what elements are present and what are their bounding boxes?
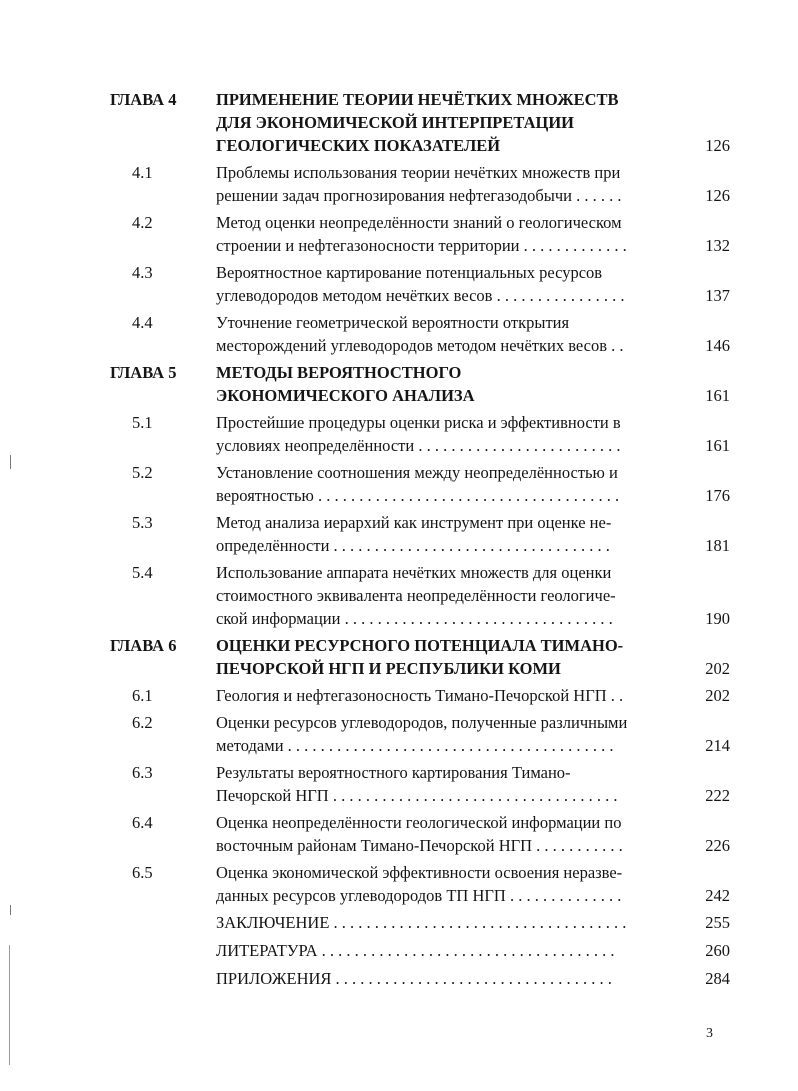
section-title-line: Проблемы использования теории нечётких множеств при xyxy=(216,163,621,182)
chapter-title-line: МЕТОДЫ ВЕРОЯТНОСТНОГО xyxy=(216,363,462,382)
section-title-line: определённости . . . . . . . . . . . . . . . . . . . . . . . . . . . . . . . . . . xyxy=(216,536,610,555)
section-title-line: ЛИТЕРАТУРА . . . . . . . . . . . . . . . . . . . . . . . . . . . . . . . . . . . . xyxy=(216,941,615,960)
section-title-line: ЗАКЛЮЧЕНИЕ . . . . . . . . . . . . . . . . . . . . . . . . . . . . . . . . . . . . xyxy=(216,913,627,932)
chapter-title-line: ПЕЧОРСКОЙ НГП И РЕСПУБЛИКИ КОМИ xyxy=(216,659,561,678)
page-ref: 222 xyxy=(705,786,730,805)
toc-entry xyxy=(110,561,730,630)
chapter-label: ГЛАВА 6 xyxy=(110,636,177,655)
section-title-line: данных ресурсов углеводородов ТП НГП . . . . . . . . . . . . . . xyxy=(216,886,622,905)
section-title-line: углеводородов методом нечётких весов . . . . . . . . . . . . . . . . xyxy=(216,286,625,305)
section-title-line: Оценка экономической эффективности освоения неразве- xyxy=(216,863,623,882)
section-title-line: ской информации . . . . . . . . . . . . . . . . . . . . . . . . . . . . . . . . . xyxy=(216,609,613,628)
chapter-title xyxy=(216,361,680,407)
toc-entry xyxy=(110,761,730,807)
chapter-4-heading xyxy=(110,88,730,157)
section-title xyxy=(216,761,680,807)
section-number: 4.4 xyxy=(132,313,153,332)
section-title-line: Использование аппарата нечётких множеств для оценки xyxy=(216,563,612,582)
chapter-title-line: ДЛЯ ЭКОНОМИЧЕСКОЙ ИНТЕРПРЕТАЦИИ xyxy=(216,113,574,132)
chapter-title xyxy=(216,634,680,680)
section-number: 5.3 xyxy=(132,513,153,532)
section-number: 6.3 xyxy=(132,763,153,782)
section-title-line: Простейшие процедуры оценки риска и эффективности в xyxy=(216,413,621,432)
page-ref: 126 xyxy=(705,186,730,205)
section-number: 4.3 xyxy=(132,263,153,282)
section-number: 6.2 xyxy=(132,713,153,732)
chapter-title-line: ГЕОЛОГИЧЕСКИХ ПОКАЗАТЕЛЕЙ xyxy=(216,136,501,155)
toc-entry xyxy=(110,411,730,457)
scan-artifact xyxy=(10,905,11,915)
page-ref: 242 xyxy=(705,886,730,905)
section-number: 5.1 xyxy=(132,413,153,432)
scan-artifact xyxy=(9,945,10,1065)
section-title-line: восточным районам Тимано-Печорской НГП . . . . . . . . . . . xyxy=(216,836,623,855)
section-title xyxy=(216,461,680,507)
section-title xyxy=(216,939,680,962)
section-title-line: строении и нефтегазоносности территории . . . . . . . . . . . . . xyxy=(216,236,627,255)
page-ref: 202 xyxy=(705,686,730,705)
section-title xyxy=(216,561,680,630)
section-title xyxy=(216,211,680,257)
toc-entry xyxy=(110,311,730,357)
page-ref: 202 xyxy=(705,659,730,678)
toc-entry xyxy=(110,861,730,907)
section-title-line: условиях неопределённости . . . . . . . . . . . . . . . . . . . . . . . . . xyxy=(216,436,621,455)
section-number: 4.1 xyxy=(132,163,153,182)
page-ref: 190 xyxy=(705,609,730,628)
page-ref: 214 xyxy=(705,736,730,755)
chapter-title xyxy=(216,88,680,157)
section-title-line: Установление соотношения между неопределённостью и xyxy=(216,463,618,482)
toc-entry xyxy=(110,511,730,557)
toc-entry-literature xyxy=(110,939,730,962)
section-title-line: решении задач прогнозирования нефтегазодобычи . . . . . . xyxy=(216,186,622,205)
section-title-line: ПРИЛОЖЕНИЯ . . . . . . . . . . . . . . . . . . . . . . . . . . . . . . . . . . xyxy=(216,969,612,988)
page-ref: 161 xyxy=(705,386,730,405)
scan-artifact xyxy=(10,455,11,469)
chapter-6-heading xyxy=(110,634,730,680)
section-title xyxy=(216,161,680,207)
section-title-line: Уточнение геометрической вероятности открытия xyxy=(216,313,570,332)
section-title-line: месторождений углеводородов методом нечётких весов . . xyxy=(216,336,624,355)
page-ref: 132 xyxy=(705,236,730,255)
section-number: 5.4 xyxy=(132,563,153,582)
section-title xyxy=(216,684,680,707)
section-title-line: Печорской НГП . . . . . . . . . . . . . . . . . . . . . . . . . . . . . . . . . . . xyxy=(216,786,618,805)
page-ref: 284 xyxy=(705,969,730,988)
chapter-title-line: ОЦЕНКИ РЕСУРСНОГО ПОТЕНЦИАЛА ТИМАНО- xyxy=(216,636,624,655)
toc-entry xyxy=(110,261,730,307)
section-title-line: стоимостного эквивалента неопределённости геологиче- xyxy=(216,586,616,605)
page-ref: 260 xyxy=(705,941,730,960)
section-title xyxy=(216,711,680,757)
section-number: 6.1 xyxy=(132,686,153,705)
section-title-line: вероятностью . . . . . . . . . . . . . . . . . . . . . . . . . . . . . . . . . . . . . xyxy=(216,486,620,505)
toc-entry xyxy=(110,161,730,207)
section-number: 6.4 xyxy=(132,813,153,832)
page-ref: 176 xyxy=(705,486,730,505)
toc-entry-appendices xyxy=(110,967,730,990)
page-ref: 226 xyxy=(705,836,730,855)
section-title xyxy=(216,811,680,857)
page-ref: 255 xyxy=(705,913,730,932)
page-ref: 181 xyxy=(705,536,730,555)
page-number: 3 xyxy=(706,1026,713,1041)
section-title xyxy=(216,311,680,357)
toc-entry xyxy=(110,461,730,507)
toc-entry-conclusion xyxy=(110,911,730,934)
page-ref: 137 xyxy=(705,286,730,305)
section-title xyxy=(216,511,680,557)
toc-entry xyxy=(110,211,730,257)
section-title-line: Результаты вероятностного картирования Тимано- xyxy=(216,763,571,782)
chapter-label: ГЛАВА 4 xyxy=(110,90,177,109)
section-title-line: методами . . . . . . . . . . . . . . . . . . . . . . . . . . . . . . . . . . . . . . . . xyxy=(216,736,614,755)
table-of-contents xyxy=(110,88,730,995)
chapter-label: ГЛАВА 5 xyxy=(110,363,177,382)
section-title-line: Метод оценки неопределённости знаний о геологическом xyxy=(216,213,622,232)
section-number: 6.5 xyxy=(132,863,153,882)
chapter-title-line: ЭКОНОМИЧЕСКОГО АНАЛИЗА xyxy=(216,386,475,405)
section-title xyxy=(216,911,680,934)
section-title xyxy=(216,261,680,307)
section-title xyxy=(216,861,680,907)
section-title xyxy=(216,967,680,990)
toc-entry xyxy=(110,811,730,857)
chapter-title-line: ПРИМЕНЕНИЕ ТЕОРИИ НЕЧЁТКИХ МНОЖЕСТВ xyxy=(216,90,619,109)
page-ref: 161 xyxy=(705,436,730,455)
toc-entry xyxy=(110,711,730,757)
page-ref: 146 xyxy=(705,336,730,355)
chapter-5-heading xyxy=(110,361,730,407)
section-title-line: Вероятностное картирование потенциальных ресурсов xyxy=(216,263,603,282)
section-title-line: Оценки ресурсов углеводородов, полученные различными xyxy=(216,713,628,732)
section-title xyxy=(216,411,680,457)
section-number: 4.2 xyxy=(132,213,153,232)
section-number: 5.2 xyxy=(132,463,153,482)
section-title-line: Метод анализа иерархий как инструмент при оценке не- xyxy=(216,513,612,532)
section-title-line: Геология и нефтегазоносность Тимано-Печорской НГП . . xyxy=(216,686,624,705)
page-ref: 126 xyxy=(705,136,730,155)
section-title-line: Оценка неопределённости геологической информации по xyxy=(216,813,622,832)
toc-entry xyxy=(110,684,730,707)
